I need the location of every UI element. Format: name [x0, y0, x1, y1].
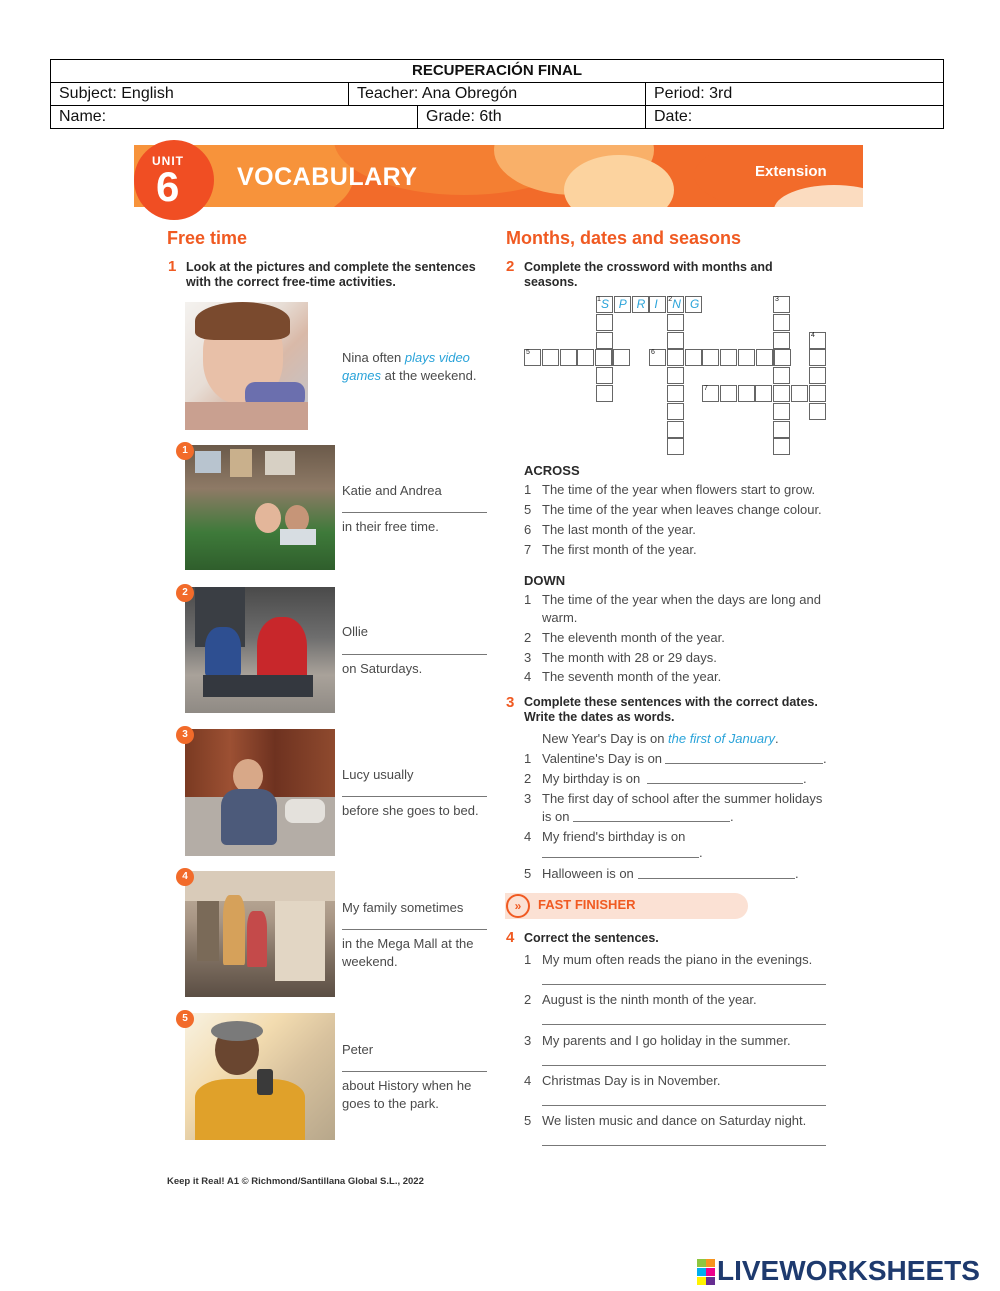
crossword-number: 3 — [775, 296, 779, 303]
ex3-item-4-text: My friend's birthday is on — [542, 829, 686, 844]
down-clue-3-text: The month with 28 or 29 days. — [542, 650, 717, 665]
ex3-item-4 — [524, 828, 685, 846]
down-heading: DOWN — [524, 573, 566, 588]
down-clue-1-text2: warm. — [542, 610, 578, 625]
ex4-item-text: My mum often reads the piano in the evenings. — [542, 952, 813, 967]
ex3-example — [542, 730, 779, 748]
header-table — [50, 59, 944, 129]
crossword-cell[interactable] — [577, 349, 594, 366]
name-cell[interactable]: Name: — [59, 108, 107, 125]
down-clue-4-text: The seventh month of the year. — [542, 669, 722, 684]
ex3-item-3-num: 3 — [524, 791, 532, 806]
ex3-example-answer: the first of January — [668, 731, 775, 746]
crossword-cell[interactable] — [667, 332, 684, 349]
photo-katie-andrea — [185, 445, 335, 570]
across-heading: ACROSS — [524, 463, 580, 478]
photo-lucy — [185, 729, 335, 856]
crossword-number: 2 — [668, 296, 673, 303]
ex4-item-text: Christmas Day is in November. — [542, 1073, 721, 1088]
crossword-cell[interactable] — [560, 349, 577, 366]
down-clue-4 — [524, 668, 721, 686]
ex4-instruction: Correct the sentences. — [524, 931, 659, 945]
ex4-item-num: 5 — [524, 1113, 532, 1128]
double-chevron-icon: » — [506, 894, 530, 918]
crossword-cell[interactable] — [774, 349, 791, 366]
crossword-number: 4 — [811, 331, 815, 339]
down-clue-2 — [524, 629, 725, 647]
crossword-number: 1 — [597, 296, 601, 303]
crossword-cell[interactable] — [773, 438, 790, 455]
crossword-cell[interactable] — [702, 349, 719, 366]
crossword-cell[interactable] — [685, 349, 702, 366]
ex3-item-5-num: 5 — [524, 866, 532, 881]
across-clue-6-num: 6 — [524, 522, 532, 537]
ex1-instruction-line1: Look at the pictures and complete the sentences — [186, 260, 476, 274]
item4-before: My family sometimes — [342, 900, 464, 915]
ex4-item — [524, 1112, 806, 1130]
crossword-cell[interactable] — [667, 438, 684, 455]
across-clue-7 — [524, 541, 697, 559]
ex4-item-num: 1 — [524, 952, 532, 967]
item3-before: Lucy usually — [342, 767, 414, 782]
down-clue-2-text: The eleventh month of the year. — [542, 630, 725, 645]
ex3-item-2-text: My birthday is on — [542, 771, 641, 786]
down-clue-3 — [524, 649, 717, 667]
item-badge-5: 5 — [176, 1010, 194, 1028]
item4-after-line1: in the Mega Mall at the — [342, 936, 474, 951]
subject-cell: Subject: English — [59, 85, 174, 102]
ex3-item-5-period: . — [795, 866, 799, 881]
example-answer-part1: plays video — [404, 350, 470, 365]
crossword-cell[interactable] — [773, 367, 790, 384]
crossword-letter: N — [672, 297, 681, 311]
ex1-instruction-line2: with the correct free-time activities. — [186, 275, 396, 289]
item1-before: Katie and Andrea — [342, 483, 442, 498]
item5-after — [342, 1077, 471, 1113]
crossword-letter: G — [690, 297, 700, 311]
crossword-cell[interactable] — [773, 332, 790, 349]
ex3-item-2-period: . — [803, 771, 807, 786]
header-title-row — [51, 60, 943, 82]
crossword-cell[interactable] — [791, 385, 808, 402]
ex1-number: 1 — [168, 258, 177, 275]
months-title: Months, dates and seasons — [506, 228, 742, 248]
crossword-number: 6 — [651, 349, 655, 357]
banner-extension: Extension — [755, 163, 827, 180]
banner-title: VOCABULARY — [237, 163, 418, 191]
example-before: Nina often — [342, 350, 405, 365]
item3-answer-line[interactable] — [342, 796, 487, 797]
period-cell: Period: 3rd — [645, 83, 941, 105]
crossword-cell[interactable] — [809, 403, 826, 420]
ex4-item-num: 2 — [524, 992, 532, 1007]
item4-answer-line[interactable] — [342, 929, 487, 930]
ex3-example-before: New Year's Day is on — [542, 731, 669, 746]
item5-after-line1: about History when he — [342, 1078, 472, 1093]
unit-number: 6 — [156, 163, 180, 210]
photo-peter — [185, 1013, 335, 1140]
crossword-cell[interactable] — [596, 367, 613, 384]
crossword-cell[interactable] — [667, 314, 684, 331]
ex3-instruction-line2: Write the dates as words. — [524, 710, 675, 724]
ex3-item-5-text: Halloween is on — [542, 866, 634, 881]
ex3-item-1-line[interactable] — [665, 763, 823, 764]
ex3-item-5-line[interactable] — [638, 878, 795, 879]
ex3-item-2-num: 2 — [524, 771, 532, 786]
copyright-footer: Keep it Real! A1 © Richmond/Santillana Global S.L., 2022 — [167, 1176, 424, 1187]
item1-after: in their free time. — [342, 519, 439, 534]
ex3-item-4-period: . — [699, 845, 703, 860]
crossword-cell[interactable] — [596, 385, 613, 402]
crossword-letter: R — [636, 297, 646, 311]
ex4-item-text: August is the ninth month of the year. — [542, 992, 757, 1007]
ex4-answer-line[interactable] — [542, 1145, 826, 1146]
item1-answer-line[interactable] — [342, 512, 487, 513]
photo-nina-gaming — [185, 302, 308, 430]
across-clue-5 — [524, 501, 822, 519]
unit-label: UNIT — [152, 154, 184, 168]
ex2-number: 2 — [506, 258, 515, 275]
ex2-instruction-line1: Complete the crossword with months and — [524, 260, 773, 274]
ex4-answer-line[interactable] — [542, 1065, 826, 1066]
item5-answer-line[interactable] — [342, 1071, 487, 1072]
item5-before: Peter — [342, 1042, 374, 1057]
ex4-item — [524, 1032, 791, 1050]
ex3-item-1-text: Valentine's Day is on — [542, 751, 663, 766]
ex4-item — [524, 1072, 720, 1090]
crossword-cell[interactable] — [667, 421, 684, 438]
header-row-1 — [51, 82, 943, 105]
item5-after-line2: goes to the park. — [342, 1096, 439, 1111]
crossword-number: 7 — [704, 385, 708, 392]
crossword-cell[interactable] — [667, 367, 684, 384]
item-badge-1: 1 — [176, 442, 194, 460]
across-clue-5-num: 5 — [524, 502, 532, 517]
free-time-title: Free time — [167, 228, 248, 248]
down-clue-2-num: 2 — [524, 630, 532, 645]
crossword-cell[interactable] — [667, 385, 684, 402]
photo-family-mall — [185, 871, 335, 997]
item4-after — [342, 935, 474, 971]
ex2-instruction-line2: seasons. — [524, 275, 578, 289]
down-clue-1-num: 1 — [524, 592, 532, 607]
crossword-cell[interactable] — [773, 314, 790, 331]
ex3-item-1 — [524, 750, 662, 768]
crossword-number: 5 — [526, 349, 530, 357]
ex3-item-3 — [524, 790, 822, 808]
liveworksheets-logo-text: LIVEWORKSHEETS — [717, 1255, 980, 1286]
crossword-cell[interactable] — [809, 385, 826, 402]
ex2-instruction — [524, 260, 773, 290]
crossword-cell[interactable] — [773, 403, 790, 420]
ex4-answer-line[interactable] — [542, 1105, 826, 1106]
crossword-cell[interactable] — [773, 385, 790, 402]
crossword-cell[interactable] — [667, 349, 684, 366]
grade-cell: Grade: 6th — [417, 106, 645, 128]
ex4-item-num: 3 — [524, 1033, 532, 1048]
ex3-example-after: . — [775, 731, 779, 746]
crossword-cell[interactable] — [756, 349, 773, 366]
item-badge-3: 3 — [176, 726, 194, 744]
crossword-cell[interactable] — [738, 349, 755, 366]
ex4-answer-line[interactable] — [542, 1024, 826, 1025]
down-clue-4-num: 4 — [524, 669, 532, 684]
crossword-cell[interactable] — [542, 349, 559, 366]
across-clue-1-text: The time of the year when flowers start to grow. — [542, 482, 816, 497]
ex3-item-4-num: 4 — [524, 829, 532, 844]
crossword-cell[interactable] — [738, 385, 755, 402]
ex4-item-text: My parents and I go holiday in the summer. — [542, 1033, 791, 1048]
down-clue-1-text: The time of the year when the days are long and — [542, 592, 821, 607]
across-clue-5-text: The time of the year when leaves change colour. — [542, 502, 822, 517]
item2-answer-line[interactable] — [342, 654, 487, 655]
date-cell[interactable]: Date: — [645, 106, 941, 128]
crossword-cell[interactable] — [809, 349, 826, 366]
crossword-cell[interactable] — [720, 349, 737, 366]
crossword-cell[interactable] — [755, 385, 772, 402]
item2-after: on Saturdays. — [342, 661, 423, 676]
crossword-cell[interactable] — [809, 367, 826, 384]
item2-before: Ollie — [342, 624, 369, 639]
header-title: RECUPERACIÓN FINAL — [411, 62, 582, 79]
ex3-instruction-line1: Complete these sentences with the correct dates. — [524, 695, 818, 709]
ex3-item-4-line[interactable] — [542, 857, 699, 858]
ex3-number: 3 — [506, 694, 515, 711]
ex3-instruction — [524, 695, 818, 725]
crossword-cell[interactable] — [667, 403, 684, 420]
across-clue-7-text: The first month of the year. — [542, 542, 697, 557]
across-clue-1 — [524, 481, 815, 499]
crossword-cell[interactable] — [596, 314, 613, 331]
crossword-cell[interactable] — [773, 421, 790, 438]
down-clue-3-num: 3 — [524, 650, 532, 665]
ex4-item — [524, 991, 757, 1009]
crossword-cell[interactable] — [613, 349, 630, 366]
ex3-item-3-line[interactable] — [573, 821, 730, 822]
ex3-item-3-text: The first day of school after the summer holidays — [542, 791, 823, 806]
ex4-number: 4 — [506, 929, 515, 946]
example-answer-part2: games — [342, 368, 382, 383]
example-after: at the weekend. — [381, 368, 477, 383]
item3-after: before she goes to bed. — [342, 803, 479, 818]
teacher-cell: Teacher: Ana Obregón — [348, 83, 645, 105]
item-badge-2: 2 — [176, 584, 194, 602]
fast-finisher-label: FAST FINISHER — [538, 897, 636, 912]
ex3-item-3-text2: is on — [542, 809, 570, 824]
item-badge-4: 4 — [176, 868, 194, 886]
photo-ollie — [185, 587, 335, 713]
crossword-letter: S — [601, 297, 610, 311]
ex3-item-5 — [524, 865, 634, 883]
ex3-item-2 — [524, 770, 640, 788]
item4-after-line2: weekend. — [342, 954, 398, 969]
ex4-item-text: We listen music and dance on Saturday night. — [542, 1113, 807, 1128]
down-clue-1 — [524, 591, 821, 609]
crossword-cell[interactable] — [595, 349, 612, 366]
across-clue-6-text: The last month of the year. — [542, 522, 696, 537]
crossword-cell[interactable] — [720, 385, 737, 402]
ex4-item-num: 4 — [524, 1073, 532, 1088]
ex4-answer-line[interactable] — [542, 984, 826, 985]
ex4-item — [524, 951, 812, 969]
example-sentence — [342, 349, 482, 385]
ex3-item-1-num: 1 — [524, 751, 532, 766]
crossword-cell[interactable] — [596, 332, 613, 349]
across-clue-1-num: 1 — [524, 482, 532, 497]
crossword-letter: P — [618, 297, 627, 311]
ex3-item-2-line[interactable] — [647, 783, 803, 784]
crossword-letter: I — [654, 297, 658, 311]
header-row-2 — [51, 105, 943, 128]
ex1-instruction — [186, 260, 476, 290]
ex3-item-1-period: . — [823, 751, 827, 766]
ex3-item-3-period: . — [730, 809, 734, 824]
across-clue-7-num: 7 — [524, 542, 532, 557]
across-clue-6 — [524, 521, 696, 539]
